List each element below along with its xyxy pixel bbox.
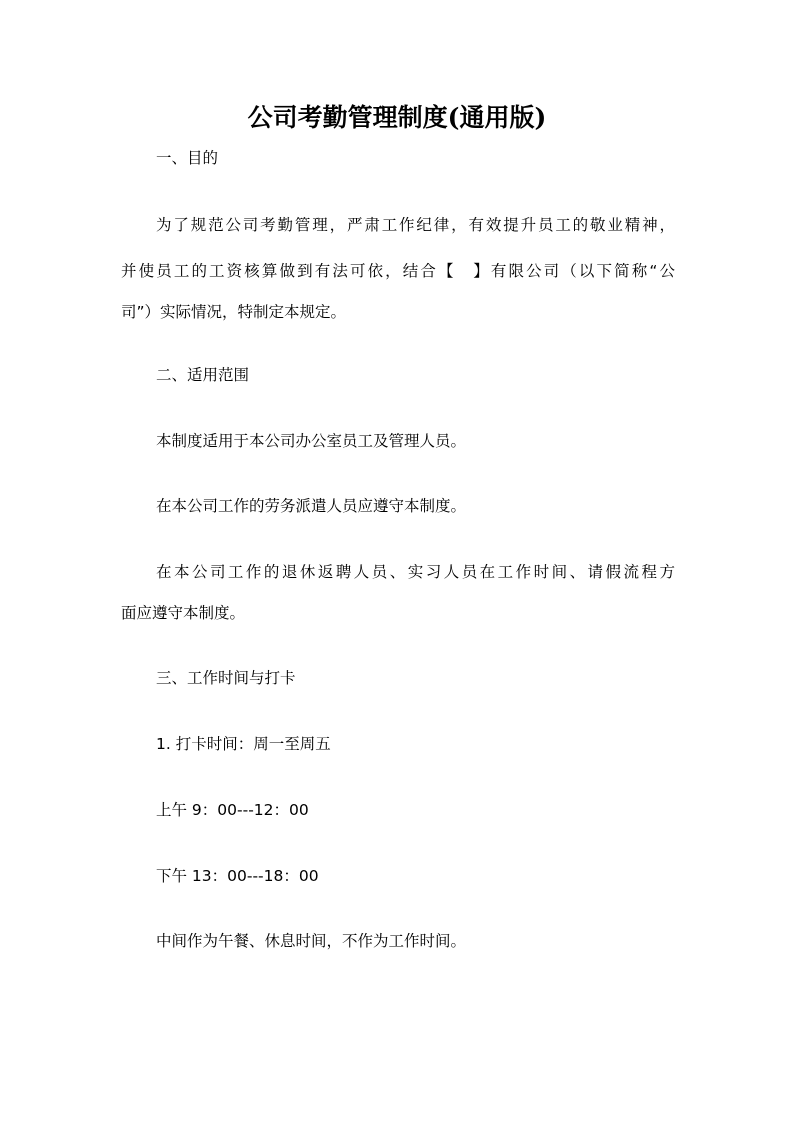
paragraph-line: 并使员工的工资核算做到有法可依，结合【 】有限公司（以下简称“公: [121, 262, 675, 280]
paragraph-line: 在本公司工作的劳务派遣人员应遵守本制度。: [156, 497, 467, 515]
paragraph-line: 本制度适用于本公司办公室员工及管理人员。: [156, 432, 467, 450]
paragraph-line: 面应遵守本制度。: [121, 604, 246, 622]
paragraph-line: 在本公司工作的退休返聘人员、实习人员在工作时间、请假流程方: [156, 563, 675, 581]
section-heading-purpose: 一、目的: [156, 149, 219, 167]
section-heading-scope: 二、适用范围: [156, 366, 250, 384]
paragraph-line: 司”）实际情况，特制定本规定。: [121, 303, 347, 321]
morning-hours: 上午 9：00---12：00: [156, 801, 309, 819]
paragraph-line: 中间作为午餐、休息时间，不作为工作时间。: [156, 932, 467, 950]
afternoon-hours: 下午 13：00---18：00: [156, 867, 319, 885]
document-title: 公司考勤管理制度(通用版): [247, 103, 547, 132]
paragraph-line: 为了规范公司考勤管理，严肃工作纪律，有效提升员工的敬业精神，: [156, 216, 675, 234]
list-item: 1. 打卡时间：周一至周五: [156, 735, 331, 753]
section-heading-work-time: 三、工作时间与打卡: [156, 669, 296, 687]
